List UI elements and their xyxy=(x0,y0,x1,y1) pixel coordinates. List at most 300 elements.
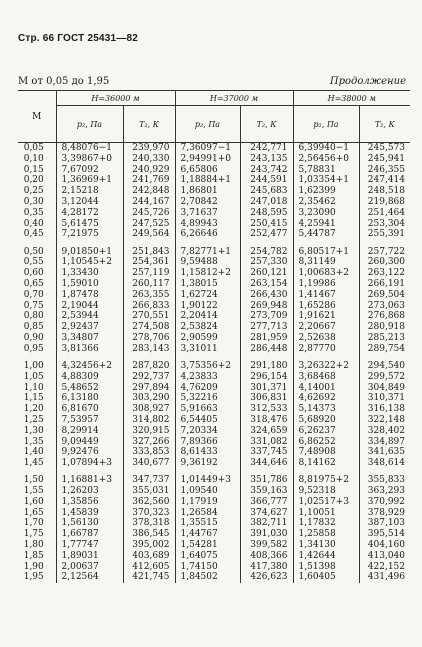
table-row xyxy=(18,154,410,165)
pressure-cell: 2,35462 xyxy=(293,197,359,208)
pressure-cell: 8,61433 xyxy=(175,447,240,458)
mach-cell: 0,55 xyxy=(18,257,56,268)
temperature-cell: 320,915 xyxy=(123,426,175,437)
pressure-cell: 1,89031 xyxy=(56,551,123,562)
temperature-cell: 242,771 xyxy=(240,143,293,154)
pressure-cell: 5,44787 xyxy=(293,229,359,240)
continuation-label: Продолжение xyxy=(329,76,406,87)
pressure-cell: 6,86252 xyxy=(293,437,359,448)
temperature-cell: 421,745 xyxy=(123,572,175,583)
mach-cell: 0,25 xyxy=(18,186,56,197)
pressure-cell: 1,44767 xyxy=(175,529,240,540)
pressure-cell: 4,23833 xyxy=(175,372,240,383)
temperature-cell: 312,533 xyxy=(240,404,293,415)
temperature-cell: 359,163 xyxy=(240,486,293,497)
mach-cell: 1,05 xyxy=(18,372,56,383)
pressure-cell: 1,41467 xyxy=(293,290,359,301)
temperature-cell: 254,361 xyxy=(123,257,175,268)
temperature-cell: 299,572 xyxy=(367,371,405,382)
temperature-cell: 260,117 xyxy=(123,279,175,290)
temperature-cell: 431,496 xyxy=(367,572,405,583)
pressure-cell: 2,53944 xyxy=(56,311,123,322)
temperature-cell: 308,927 xyxy=(123,404,175,415)
pressure-cell: 2,52638 xyxy=(293,333,359,344)
pressure-cell: 5,78831 xyxy=(293,165,359,176)
mach-cell: 0,65 xyxy=(18,279,56,290)
pressure-cell: 1,42644 xyxy=(293,551,359,562)
temperature-cell: 362,560 xyxy=(123,497,175,508)
mach-cell: 1,45 xyxy=(18,458,56,469)
table-row xyxy=(18,475,410,486)
pressure-cell: 3,75356+2 xyxy=(175,361,240,372)
temperature-cell: 266,833 xyxy=(123,301,175,312)
temperature-cell: 252,477 xyxy=(240,229,293,240)
pressure-cell: 1,64075 xyxy=(175,551,240,562)
table-row xyxy=(18,208,410,219)
temperature-cell: 270,551 xyxy=(123,311,175,322)
pressure-cell: 9,09449 xyxy=(56,437,123,448)
temperature-cell: 355,833 xyxy=(367,475,405,486)
pressure-cell: 4,76209 xyxy=(175,383,240,394)
table-row xyxy=(18,301,410,312)
pressure-cell: 1,10545+2 xyxy=(56,257,123,268)
temperature-cell: 306,831 xyxy=(240,393,293,404)
pressure-cell: 2,19044 xyxy=(56,301,123,312)
table-row xyxy=(18,529,410,540)
pressure-cell: 4,88309 xyxy=(56,372,123,383)
pressure-cell: 1,16881+3 xyxy=(56,475,123,486)
pressure-cell: 1,90122 xyxy=(175,301,240,312)
table-row xyxy=(18,458,410,469)
pressure-cell: 1,56130 xyxy=(56,518,123,529)
temperature-cell: 331,082 xyxy=(240,437,293,448)
table-row xyxy=(18,562,410,573)
temperature-cell: 244,591 xyxy=(240,175,293,186)
pressure-cell: 7,20334 xyxy=(175,426,240,437)
mach-cell: 1,95 xyxy=(18,572,56,583)
table-row xyxy=(18,322,410,333)
pressure-cell: 2,12564 xyxy=(56,572,123,583)
pressure-cell: 6,54405 xyxy=(175,415,240,426)
pressure-cell: 3,71637 xyxy=(175,208,240,219)
pressure-cell: 9,01850+1 xyxy=(56,247,123,258)
temperature-cell: 318,476 xyxy=(240,415,293,426)
temperature-cell: 391,030 xyxy=(240,529,293,540)
pressure-cell: 3,68468 xyxy=(293,372,359,383)
temperature-cell: 403,689 xyxy=(123,551,175,562)
temperature-cell: 245,941 xyxy=(367,153,405,164)
temperature-cell: 395,514 xyxy=(367,529,405,540)
pressure-cell: 7,67092 xyxy=(56,165,123,176)
mach-cell: 1,80 xyxy=(18,540,56,551)
temperature-cell: 251,843 xyxy=(123,247,175,258)
temperature-cell: 263,122 xyxy=(367,268,405,279)
table-row xyxy=(18,290,410,301)
temperature-cell: 269,504 xyxy=(367,289,405,300)
pressure-cell: 1,87478 xyxy=(56,290,123,301)
table-row xyxy=(18,229,410,240)
table-row xyxy=(18,404,410,415)
temperature-cell: 266,430 xyxy=(240,290,293,301)
temperature-cell: 246,355 xyxy=(367,164,405,175)
table-row xyxy=(18,415,410,426)
pressure-cell: 1,36969+1 xyxy=(56,175,123,186)
temperature-cell: 241,769 xyxy=(123,175,175,186)
pressure-cell: 2,20414 xyxy=(175,311,240,322)
pressure-cell: 6,80517+1 xyxy=(293,247,359,258)
pressure-cell: 5,32216 xyxy=(175,393,240,404)
mach-cell: 1,40 xyxy=(18,447,56,458)
table-row xyxy=(18,383,410,394)
table-body xyxy=(18,143,410,584)
temperature-cell: 324,659 xyxy=(240,426,293,437)
pressure-cell: 4,14001 xyxy=(293,383,359,394)
temperature-cell: 286,448 xyxy=(240,344,293,355)
pressure-cell: 1,17832 xyxy=(293,518,359,529)
temperature-cell: 253,304 xyxy=(367,218,405,229)
temperature-cell: 263,154 xyxy=(240,279,293,290)
pressure-cell: 3,31011 xyxy=(175,344,240,355)
table-subheading xyxy=(18,76,410,87)
temperature-cell: 239,970 xyxy=(123,143,175,154)
atmosphere-table xyxy=(18,90,410,583)
temperature-cell: 304,849 xyxy=(367,382,405,393)
mach-cell: 0,85 xyxy=(18,322,56,333)
mach-range-label: M от 0,05 до 1,95 xyxy=(18,76,110,87)
pressure-cell: 5,14373 xyxy=(293,404,359,415)
header-pressure: p₂, Па xyxy=(175,106,240,143)
temperature-cell: 240,330 xyxy=(123,154,175,165)
pressure-cell: 9,59488 xyxy=(175,257,240,268)
table-row xyxy=(18,486,410,497)
temperature-cell: 378,929 xyxy=(367,507,405,518)
table-row xyxy=(18,393,410,404)
table-row xyxy=(18,186,410,197)
pressure-cell: 1,26203 xyxy=(56,486,123,497)
temperature-cell: 281,959 xyxy=(240,333,293,344)
temperature-cell: 255,391 xyxy=(367,229,405,240)
pressure-cell: 1,33430 xyxy=(56,268,123,279)
pressure-cell: 8,29914 xyxy=(56,426,123,437)
mach-cell: 0,40 xyxy=(18,219,56,230)
temperature-cell: 382,711 xyxy=(240,518,293,529)
temperature-cell: 263,355 xyxy=(123,290,175,301)
pressure-cell: 2,15218 xyxy=(56,186,123,197)
temperature-cell: 337,745 xyxy=(240,447,293,458)
mach-cell: 1,50 xyxy=(18,475,56,486)
temperature-cell: 247,018 xyxy=(240,197,293,208)
temperature-cell: 348,614 xyxy=(367,458,405,469)
temperature-cell: 287,820 xyxy=(123,361,175,372)
temperature-cell: 366,777 xyxy=(240,497,293,508)
temperature-cell: 277,713 xyxy=(240,322,293,333)
pressure-cell: 1,09540 xyxy=(175,486,240,497)
mach-cell: 0,50 xyxy=(18,247,56,258)
temperature-cell: 260,300 xyxy=(367,257,405,268)
temperature-cell: 249,564 xyxy=(123,229,175,240)
temperature-cell: 248,595 xyxy=(240,208,293,219)
table-row xyxy=(18,219,410,230)
pressure-cell: 7,82771+1 xyxy=(175,247,240,258)
mach-cell: 1,10 xyxy=(18,383,56,394)
pressure-cell: 1,51398 xyxy=(293,562,359,573)
temperature-cell: 273,709 xyxy=(240,311,293,322)
pressure-cell: 4,25941 xyxy=(293,219,359,230)
temperature-cell: 328,402 xyxy=(367,425,405,436)
mach-cell: 0,60 xyxy=(18,268,56,279)
temperature-cell: 322,148 xyxy=(367,414,405,425)
table-row xyxy=(18,197,410,208)
temperature-cell: 386,545 xyxy=(123,529,175,540)
temperature-cell: 417,380 xyxy=(240,562,293,573)
pressure-cell: 7,36097−1 xyxy=(175,143,240,154)
temperature-cell: 387,103 xyxy=(367,518,405,529)
pressure-cell: 1,15812+2 xyxy=(175,268,240,279)
pressure-cell: 9,92476 xyxy=(56,447,123,458)
pressure-cell: 7,53957 xyxy=(56,415,123,426)
pressure-cell: 1,54281 xyxy=(175,540,240,551)
pressure-cell: 2,90599 xyxy=(175,333,240,344)
header-altitude-37000: H=37000 м xyxy=(175,91,293,106)
mach-cell: 1,90 xyxy=(18,562,56,573)
temperature-cell: 334,897 xyxy=(367,436,405,447)
pressure-cell: 3,39867+0 xyxy=(56,154,123,165)
table-row xyxy=(18,572,410,583)
table-row xyxy=(18,333,410,344)
pressure-cell: 4,32456+2 xyxy=(56,361,123,372)
temperature-cell: 266,191 xyxy=(367,278,405,289)
table-row xyxy=(18,268,410,279)
temperature-cell: 289,754 xyxy=(367,343,405,354)
pressure-cell: 3,23090 xyxy=(293,208,359,219)
pressure-cell: 1,01449+3 xyxy=(175,475,240,486)
temperature-cell: 310,371 xyxy=(367,393,405,404)
pressure-cell: 1,62724 xyxy=(175,290,240,301)
pressure-cell: 2,94991+0 xyxy=(175,154,240,165)
table-row xyxy=(18,247,410,258)
pressure-cell: 2,20667 xyxy=(293,322,359,333)
pressure-cell: 1,02517+3 xyxy=(293,497,359,508)
pressure-cell: 1,59010 xyxy=(56,279,123,290)
pressure-cell: 1,26584 xyxy=(175,508,240,519)
header-pressure: p₂, Па xyxy=(293,106,359,143)
pressure-cell: 1,65286 xyxy=(293,301,359,312)
pressure-cell: 8,14162 xyxy=(293,458,359,469)
pressure-cell: 1,62399 xyxy=(293,186,359,197)
temperature-cell: 257,722 xyxy=(367,246,405,257)
temperature-cell: 245,573 xyxy=(367,143,405,153)
temperature-cell: 251,464 xyxy=(367,207,405,218)
pressure-cell: 1,34130 xyxy=(293,540,359,551)
temperature-cell: 242,848 xyxy=(123,186,175,197)
pressure-cell: 2,92437 xyxy=(56,322,123,333)
pressure-cell: 6,26646 xyxy=(175,229,240,240)
temperature-cell: 314,802 xyxy=(123,415,175,426)
table-row xyxy=(18,175,410,186)
temperature-cell: 257,330 xyxy=(240,257,293,268)
pressure-cell: 3,81366 xyxy=(56,344,123,355)
temperature-cell: 404,160 xyxy=(367,540,405,551)
pressure-cell: 7,89366 xyxy=(175,437,240,448)
pressure-cell: 6,13180 xyxy=(56,393,123,404)
mach-cell: 1,70 xyxy=(18,518,56,529)
mach-cell: 0,95 xyxy=(18,344,56,355)
pressure-cell: 1,25858 xyxy=(293,529,359,540)
temperature-cell: 247,414 xyxy=(367,175,405,186)
mach-cell: 1,85 xyxy=(18,551,56,562)
pressure-cell: 1,84502 xyxy=(175,572,240,583)
temperature-cell: 247,525 xyxy=(123,219,175,230)
temperature-cell: 240,929 xyxy=(123,165,175,176)
pressure-cell: 1,35515 xyxy=(175,518,240,529)
pressure-cell: 1,74150 xyxy=(175,562,240,573)
mach-cell: 1,20 xyxy=(18,404,56,415)
pressure-cell: 4,62692 xyxy=(293,393,359,404)
mach-cell: 0,20 xyxy=(18,175,56,186)
temperature-cell: 316,138 xyxy=(367,404,405,415)
pressure-cell: 1,86801 xyxy=(175,186,240,197)
pressure-cell: 3,12044 xyxy=(56,197,123,208)
pressure-cell: 3,26322+2 xyxy=(293,361,359,372)
temperature-cell: 276,868 xyxy=(367,311,405,322)
header-altitude-38000: H=38000 м xyxy=(293,91,410,106)
temperature-cell: 278,706 xyxy=(123,333,175,344)
mach-cell: 1,30 xyxy=(18,426,56,437)
temperature-cell: 248,518 xyxy=(367,186,405,197)
temperature-cell: 292,737 xyxy=(123,372,175,383)
temperature-cell: 347,737 xyxy=(123,475,175,486)
pressure-cell: 1,07894+3 xyxy=(56,458,123,469)
mach-cell: 1,35 xyxy=(18,437,56,448)
pressure-cell: 6,65806 xyxy=(175,165,240,176)
temperature-cell: 426,623 xyxy=(240,572,293,583)
temperature-cell: 327,266 xyxy=(123,437,175,448)
pressure-cell: 1,17919 xyxy=(175,497,240,508)
temperature-cell: 378,318 xyxy=(123,518,175,529)
pressure-cell: 6,81670 xyxy=(56,404,123,415)
pressure-cell: 7,21975 xyxy=(56,229,123,240)
mach-cell: 0,45 xyxy=(18,229,56,240)
mach-cell: 0,75 xyxy=(18,301,56,312)
temperature-cell: 257,119 xyxy=(123,268,175,279)
table-row xyxy=(18,518,410,529)
header-temperature: T₂, К xyxy=(240,106,293,143)
pressure-cell: 6,39940−1 xyxy=(293,143,359,154)
temperature-cell: 363,293 xyxy=(367,486,405,497)
table-row xyxy=(18,426,410,437)
temperature-cell: 297,894 xyxy=(123,383,175,394)
temperature-cell: 301,371 xyxy=(240,383,293,394)
temperature-cell: 395,002 xyxy=(123,540,175,551)
temperature-cell: 245,726 xyxy=(123,208,175,219)
pressure-cell: 9,52318 xyxy=(293,486,359,497)
pressure-cell: 1,19986 xyxy=(293,279,359,290)
table-row xyxy=(18,279,410,290)
table-row xyxy=(18,497,410,508)
header-mach: M xyxy=(18,91,56,143)
table-row xyxy=(18,540,410,551)
temperature-cell: 333,853 xyxy=(123,447,175,458)
pressure-cell: 5,48652 xyxy=(56,383,123,394)
pressure-cell: 1,66787 xyxy=(56,529,123,540)
mach-cell: 0,15 xyxy=(18,165,56,176)
pressure-cell: 2,56456+0 xyxy=(293,154,359,165)
temperature-cell: 243,742 xyxy=(240,165,293,176)
mach-cell: 0,35 xyxy=(18,208,56,219)
pressure-cell: 5,68920 xyxy=(293,415,359,426)
header-temperature: T₂, К xyxy=(123,106,175,143)
table-row xyxy=(18,361,410,372)
table-row xyxy=(18,257,410,268)
table-row xyxy=(18,311,410,322)
table-row xyxy=(18,447,410,458)
header-pressure: p₂, Па xyxy=(56,106,123,143)
mach-cell: 0,10 xyxy=(18,154,56,165)
mach-cell: 1,55 xyxy=(18,486,56,497)
table-row xyxy=(18,372,410,383)
pressure-cell: 7,48908 xyxy=(293,447,359,458)
mach-cell: 1,15 xyxy=(18,393,56,404)
table-row xyxy=(18,165,410,176)
pressure-cell: 6,26237 xyxy=(293,426,359,437)
pressure-cell: 1,00683+2 xyxy=(293,268,359,279)
temperature-cell: 244,167 xyxy=(123,197,175,208)
pressure-cell: 2,00637 xyxy=(56,562,123,573)
temperature-cell: 283,143 xyxy=(123,344,175,355)
pressure-cell: 8,48076−1 xyxy=(56,143,123,154)
mach-cell: 0,80 xyxy=(18,311,56,322)
mach-cell: 0,90 xyxy=(18,333,56,344)
pressure-cell: 8,81975+2 xyxy=(293,475,359,486)
temperature-cell: 303,290 xyxy=(123,393,175,404)
temperature-cell: 274,508 xyxy=(123,322,175,333)
mach-cell: 1,65 xyxy=(18,508,56,519)
temperature-cell: 374,627 xyxy=(240,508,293,519)
mach-cell: 1,25 xyxy=(18,415,56,426)
temperature-cell: 291,180 xyxy=(240,361,293,372)
table-row xyxy=(18,551,410,562)
temperature-cell: 273,063 xyxy=(367,300,405,311)
table-row xyxy=(18,437,410,448)
pressure-cell: 9,36192 xyxy=(175,458,240,469)
pressure-cell: 1,10051 xyxy=(293,508,359,519)
mach-cell: 1,75 xyxy=(18,529,56,540)
temperature-cell: 351,786 xyxy=(240,475,293,486)
temperature-cell: 245,683 xyxy=(240,186,293,197)
pressure-cell: 1,45839 xyxy=(56,508,123,519)
pressure-cell: 2,87770 xyxy=(293,344,359,355)
pressure-cell: 5,91663 xyxy=(175,404,240,415)
temperature-cell: 254,782 xyxy=(240,247,293,258)
temperature-cell: 296,154 xyxy=(240,372,293,383)
mach-cell: 0,30 xyxy=(18,197,56,208)
pressure-cell: 1,60405 xyxy=(293,572,359,583)
table-row xyxy=(18,508,410,519)
temperature-cell: 294,540 xyxy=(367,360,405,371)
pressure-cell: 1,03354+1 xyxy=(293,175,359,186)
temperature-cell: 370,323 xyxy=(123,508,175,519)
mach-cell: 0,05 xyxy=(18,143,56,154)
table-row xyxy=(18,344,410,355)
temperature-cell: 408,366 xyxy=(240,551,293,562)
pressure-cell: 3,34807 xyxy=(56,333,123,344)
temperature-cell: 285,213 xyxy=(367,332,405,343)
page-header: Стр. 66 ГОСТ 25431—82 xyxy=(18,33,138,44)
mach-cell: 1,00 xyxy=(18,361,56,372)
pressure-cell: 1,91621 xyxy=(293,311,359,322)
temperature-cell: 370,992 xyxy=(367,496,405,507)
mach-cell: 0,70 xyxy=(18,290,56,301)
